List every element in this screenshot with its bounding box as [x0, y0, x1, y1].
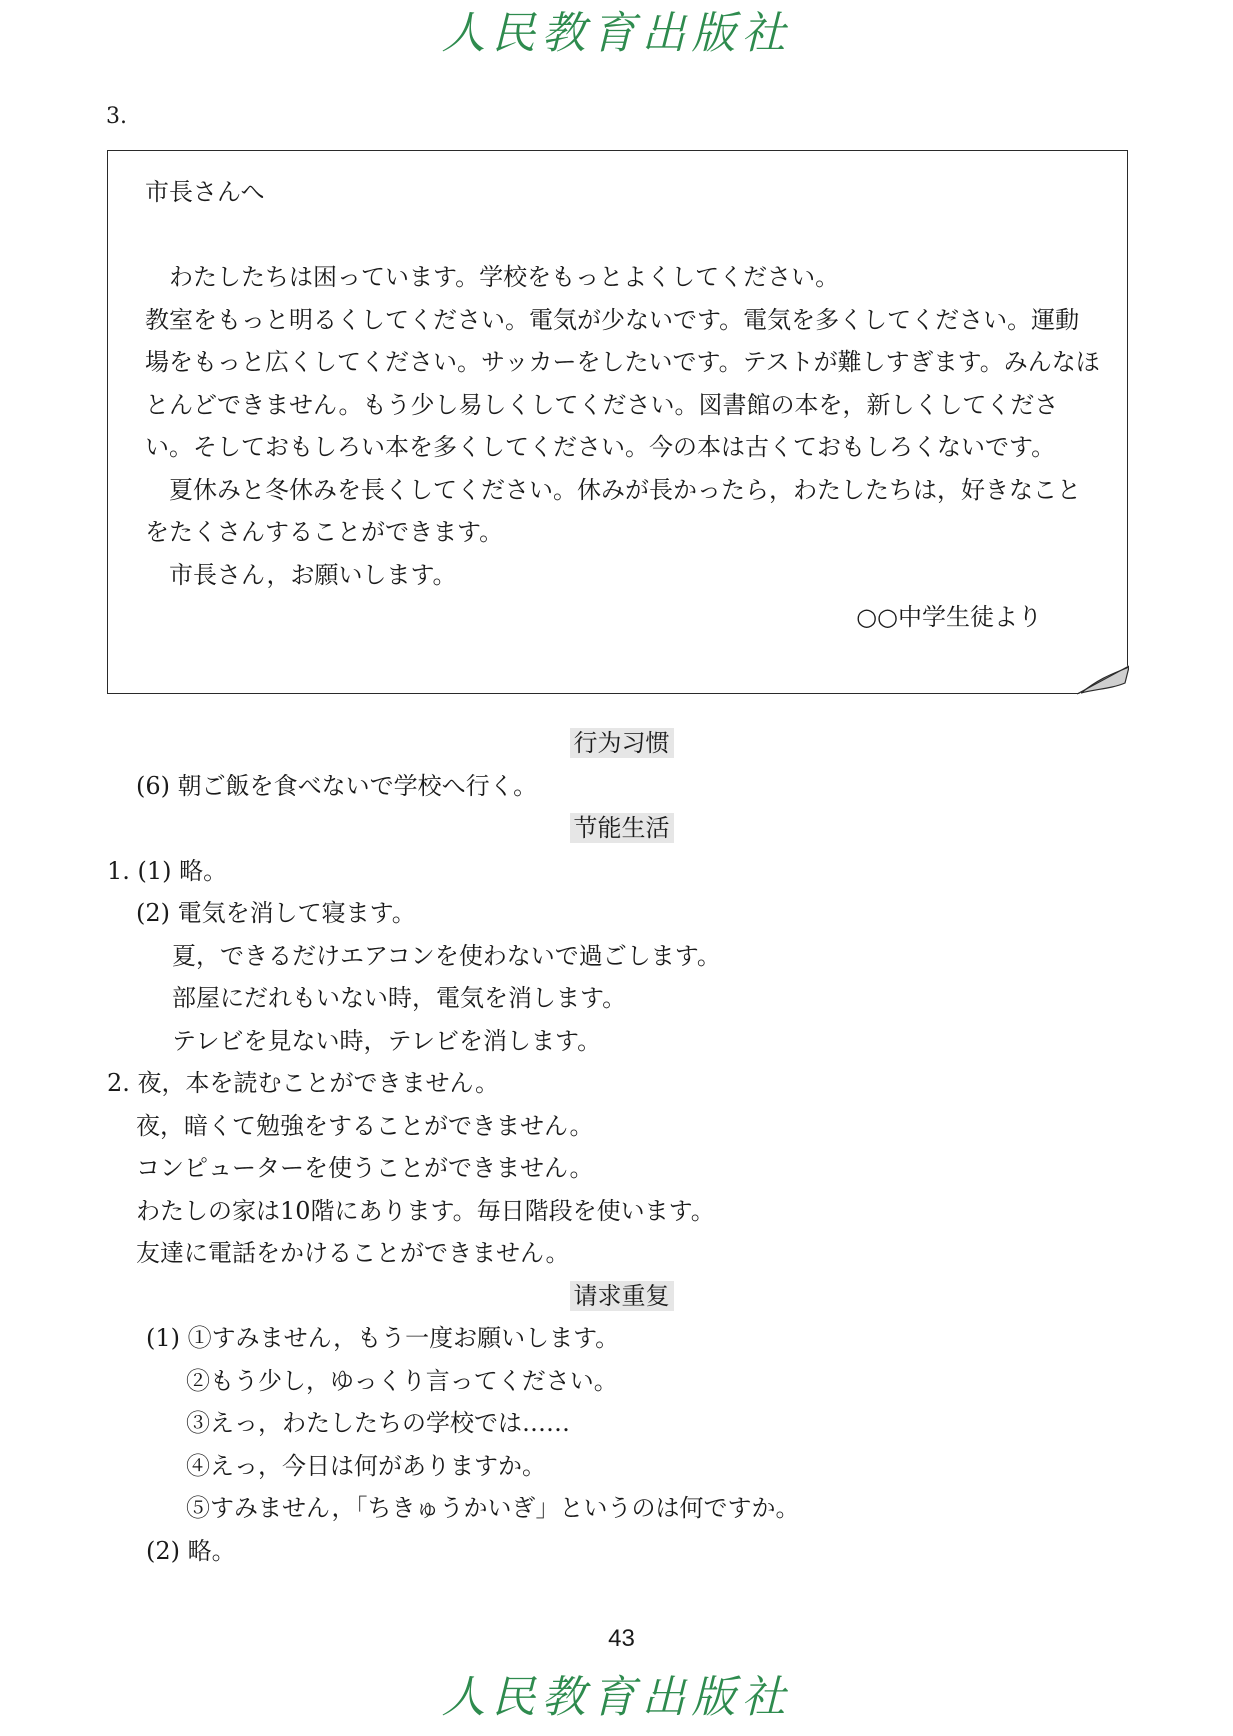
answer-line: 夏，できるだけエアコンを使わないで過ごします。	[172, 941, 721, 970]
answer-line: 夜，暗くて勉強をすることができません。	[136, 1111, 594, 1140]
page-curl-icon	[1077, 665, 1129, 695]
letter-paragraph: わたしたちは困っています。学校をもっとよくしてください。	[169, 263, 840, 291]
answer-line: テレビを見ない時，テレビを消します。	[172, 1026, 602, 1055]
publisher-logo-top: 人民教育出版社	[441, 8, 792, 59]
letter-greeting: 市長さんへ	[145, 178, 265, 206]
section-heading-repeat: 请求重复	[0, 1275, 1233, 1318]
answer-line: ④えっ，今日は何がありますか。	[186, 1451, 546, 1480]
letter-paragraph: 夏休みと冬休みを長くしてください。休みが長かったら，わたしたちは，好きなことをたくさんすることができます。	[145, 475, 1081, 546]
letter-paragraph: 教室をもっと明るくしてください。電気が少ないです。電気を多くしてください。運動場をもっと広くしてください。サッカーをしたいです。テストが難しすぎます。みんなほとんどできません。もう少し易しくしてください。図書館の本を，新しくしてください。そしておもしろい本を多くしてください。今の本は古くておもしろくないです。	[145, 305, 1100, 461]
answer-content	[0, 722, 1233, 1572]
answer-line: (6) 朝ご飯を食べないで学校へ行く。	[136, 771, 538, 800]
answer-line: ③えっ，わたしたちの学校では……	[186, 1409, 570, 1437]
letter-text	[145, 171, 1100, 639]
section-heading-habits: 行为习惯	[0, 722, 1233, 765]
answer-line: ②もう少し，ゆっくり言ってください。	[186, 1366, 618, 1395]
answer-line: 部屋にだれもいない時，電気を消します。	[172, 984, 627, 1012]
answer-line: ⑤すみません，「ちきゅうかいぎ」というのは何ですか。	[186, 1494, 800, 1522]
page-number: 43	[608, 1625, 635, 1652]
letter-box	[107, 150, 1128, 694]
answer-line: (2) 電気を消して寝ます。	[136, 899, 416, 927]
publisher-logo-bottom: 人民教育出版社	[441, 1672, 792, 1723]
item-number: 3.	[106, 104, 127, 129]
answer-line: わたしの家は10階にあります。毎日階段を使います。	[136, 1196, 715, 1225]
letter-paragraph: 市長さん，お願いします。	[169, 560, 457, 589]
answer-line: (1) ①すみません，もう一度お願いします。	[146, 1324, 620, 1352]
answer-line: 友達に電話をかけることができません。	[136, 1239, 570, 1267]
section-heading-energy: 节能生活	[0, 807, 1233, 850]
answer-line: 1. (1) 略。	[107, 856, 228, 885]
answer-line: コンピューターを使うことができません。	[136, 1154, 594, 1182]
letter-signature: ○○中学生徒より	[856, 603, 1042, 631]
answer-line: 2. 夜，本を読むことができません。	[107, 1069, 499, 1097]
answer-line: (2) 略。	[146, 1536, 236, 1565]
